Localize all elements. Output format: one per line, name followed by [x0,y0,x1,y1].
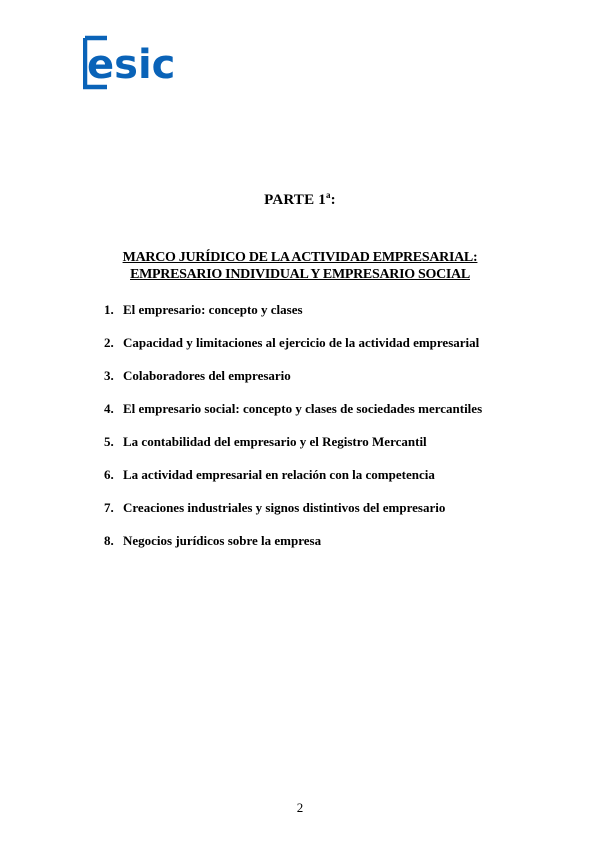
part-suffix: : [330,192,336,208]
toc-item-number: 4. [104,401,114,416]
toc-item-number: 1. [104,302,114,317]
toc-item-text: El empresario social: concepto y clases de sociedades mercantiles [123,401,483,416]
logo-wordmark: esic [87,42,176,88]
toc-item-number: 5. [104,434,114,449]
section-title-line-1: MARCO JURÍDICO DE LA ACTIVIDAD EMPRESARIAL: [122,250,478,265]
toc-item-number: 8. [104,533,114,548]
toc-item [104,532,482,565]
toc-item-number: 7. [104,500,114,515]
table-of-contents [104,301,482,565]
toc-item [104,499,482,532]
toc-item-text: Negocios jurídicos sobre la empresa [123,533,322,548]
toc-item [104,301,482,334]
toc-item [104,433,482,466]
esic-logo [83,35,183,93]
toc-item-text: La actividad empresarial en relación con la competencia [123,467,435,482]
toc-item-number: 2. [104,335,114,350]
toc-item [104,334,482,367]
toc-item-text: La contabilidad del empresario y el Registro Mercantil [123,434,427,449]
page-number: 2 [296,800,304,815]
toc-item-text: Capacidad y limitaciones al ejercicio de la actividad empresarial [123,335,480,350]
section-title-line-2: EMPRESARIO INDIVIDUAL Y EMPRESARIO SOCIAL [130,267,470,282]
toc-item-number: 3. [104,368,114,383]
toc-item-text: El empresario: concepto y clases [123,302,303,317]
toc-item-number: 6. [104,467,114,482]
toc-item-text: Creaciones industriales y signos distintivos del empresario [123,500,446,515]
part-heading [0,192,600,209]
toc-item [104,400,482,433]
toc-item [104,367,482,400]
toc-item [104,466,482,499]
part-label: PARTE 1 [264,192,326,208]
section-title [0,249,600,283]
toc-item-text: Colaboradores del empresario [123,368,291,383]
part-superscript: a [325,190,331,200]
